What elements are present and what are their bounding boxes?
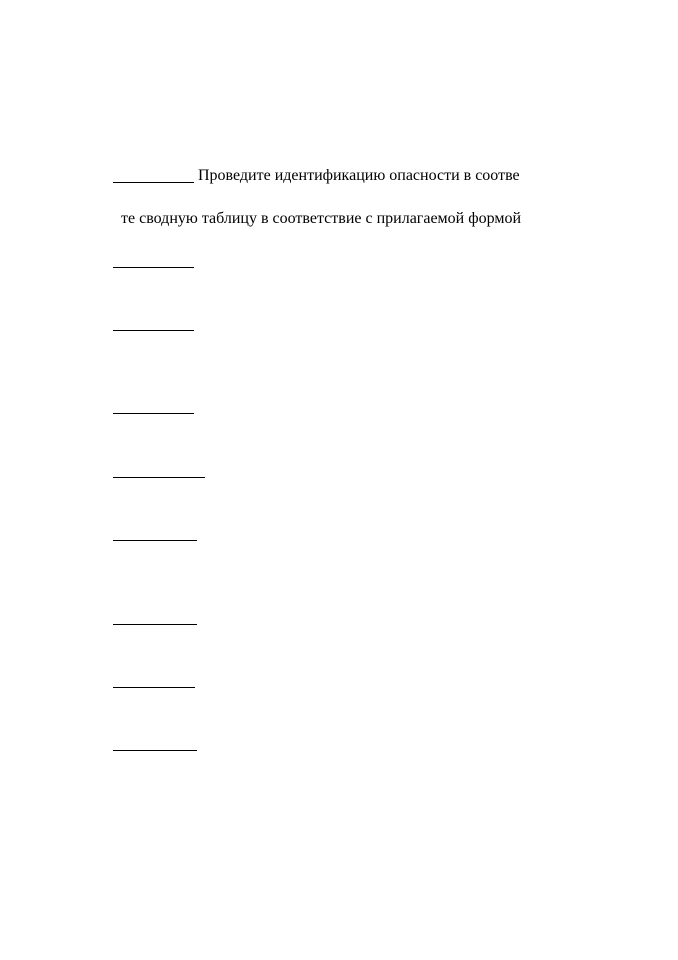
blank-line: [113, 540, 197, 541]
instruction-text-line-2: те сводную таблицу в соответствие с прилагаемой формой: [121, 210, 522, 227]
blank-line: [113, 477, 205, 478]
blank-line: [113, 687, 195, 688]
instruction-text-line-1: Проведите идентификацию опасности в соотве: [198, 167, 520, 184]
blank-line: [113, 750, 197, 751]
blank-line: [113, 624, 197, 625]
blank-line: [113, 413, 194, 414]
blank-line: [113, 267, 194, 268]
blank-line: [113, 330, 194, 331]
blank-line: [113, 182, 194, 183]
